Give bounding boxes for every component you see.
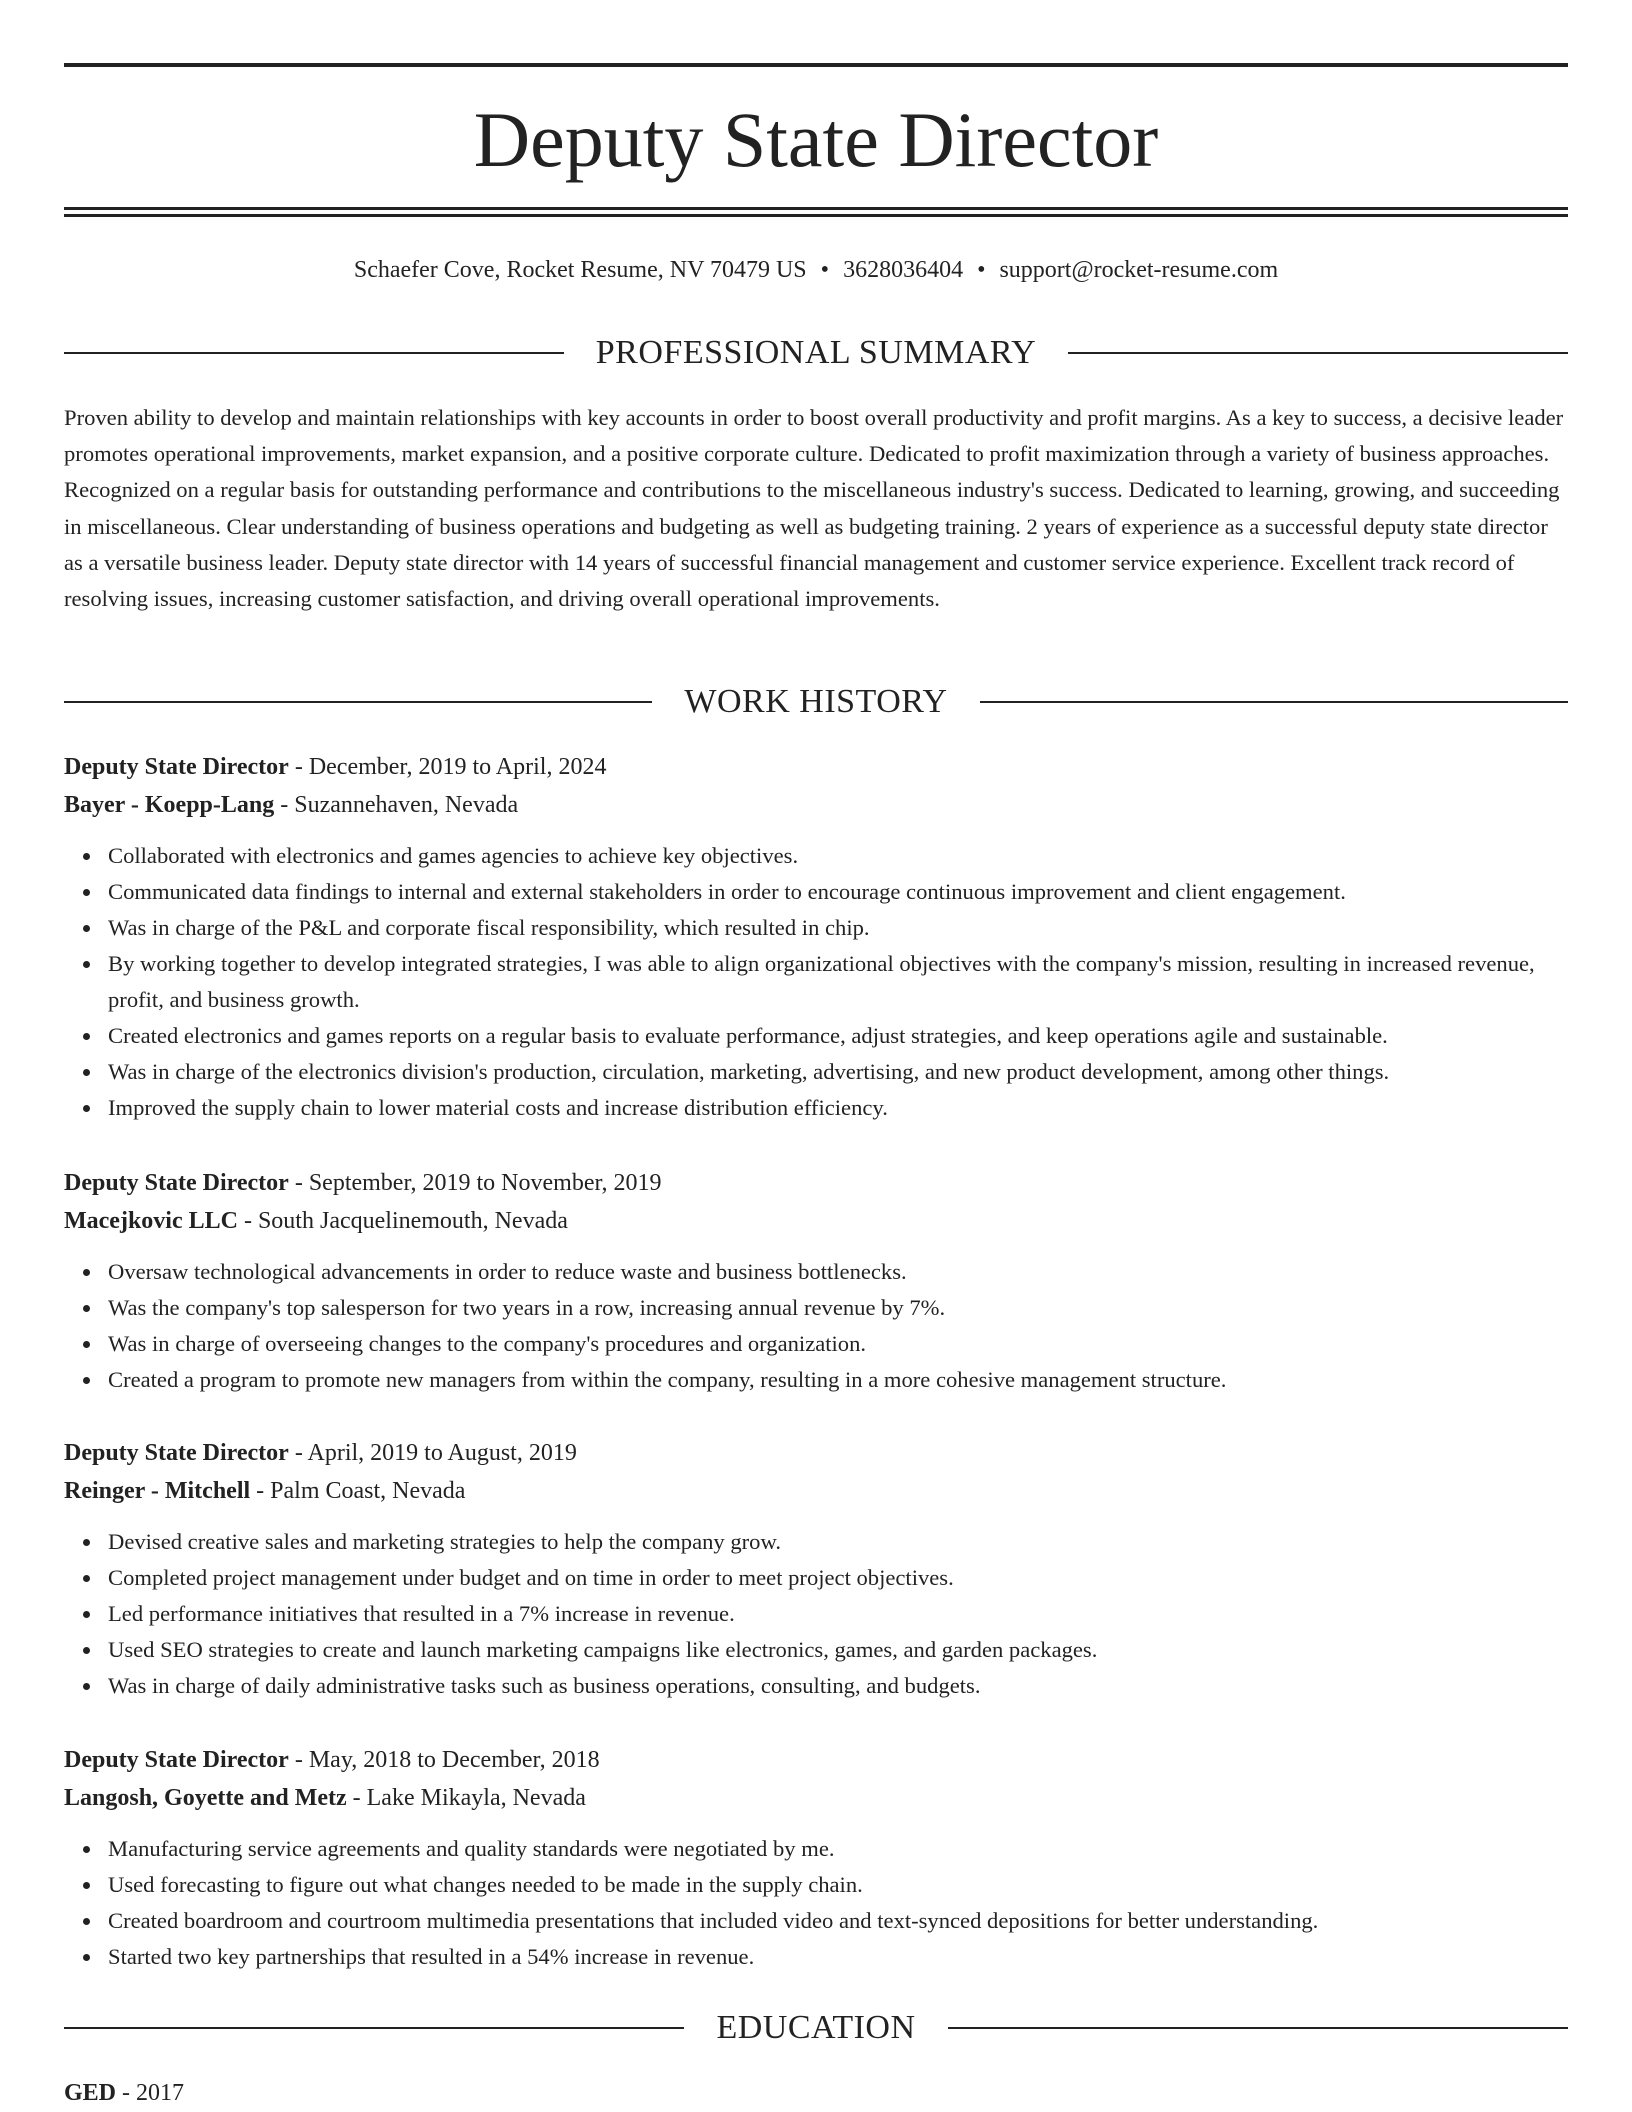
- contact-phone: 3628036404: [843, 257, 964, 283]
- job-bullet: Was the company's top salesperson for two years in a row, increasing annual revenue by 7%.: [108, 1290, 1568, 1326]
- job-title-line: [64, 748, 1568, 786]
- job-entry: [64, 748, 1568, 1126]
- job-bullet: Manufacturing service agreements and quality standards were negotiated by me.: [108, 1831, 1568, 1867]
- job-bullet: Created boardroom and courtroom multimedia presentations that included video and text-synced depositions for better understanding.: [108, 1903, 1568, 1939]
- job-bullets: [64, 1254, 1568, 1398]
- job-bullet: By working together to develop integrated strategies, I was able to align organizational objectives with the company's mission, resulting in increased revenue, profit, and business growth.: [108, 946, 1568, 1018]
- section-title: PROFESSIONAL SUMMARY: [595, 334, 1037, 371]
- heading-rule-left: [64, 352, 564, 354]
- heading-rule-left: [64, 2027, 684, 2029]
- job-dates: - April, 2019 to August, 2019: [288, 1440, 577, 1466]
- job-company-line: [64, 1202, 1568, 1240]
- heading-rule-right: [948, 2027, 1568, 2029]
- job-dates: - May, 2018 to December, 2018: [288, 1747, 600, 1773]
- job-dates: - September, 2019 to November, 2019: [288, 1170, 662, 1196]
- job-bullet: Started two key partnerships that resulted in a 54% increase in revenue.: [108, 1939, 1568, 1975]
- job-title-line: [64, 1741, 1568, 1779]
- header-top-rule: [64, 63, 1568, 67]
- contact-address: Schaefer Cove, Rocket Resume, NV 70479 US: [353, 257, 807, 283]
- contact-separator: •: [820, 257, 830, 283]
- resume-title: Deputy State Director: [473, 96, 1159, 183]
- education-entry: [64, 2075, 1568, 2111]
- job-bullet: Was in charge of overseeing changes to the company's procedures and organization.: [108, 1326, 1568, 1362]
- contact-email: support@rocket-resume.com: [999, 257, 1279, 283]
- summary-text: Proven ability to develop and maintain relationships with key accounts in order to boost overall productivity and profit margins. As a key to success, a decisive leader promotes operational improvements, market expansion, and a positive corporate culture. Dedicated to profit maximization through a variety of business approaches. Recognized on a regular basis for outstanding performance and contributions to the miscellaneous industry's success. Dedicated to learning, growing, and succeeding in miscellaneous. Clear understanding of business operations and budgeting as well as budgeting training. 2 years of experience as a successful deputy state director as a versatile business leader. Deputy state director with 14 years of successful financial management and customer service experience. Excellent track record of resolving issues, increasing customer satisfaction, and driving overall operational improvements.: [64, 405, 1564, 612]
- job-bullet: Completed project management under budget and on time in order to meet project objectives.: [108, 1560, 1568, 1596]
- job-title-line: [64, 1434, 1568, 1472]
- header-double-rule: [64, 207, 1568, 217]
- contact-separator: •: [977, 257, 986, 283]
- job-bullet: Communicated data findings to internal and external stakeholders in order to encourage continuous improvement and client engagement.: [108, 874, 1568, 910]
- heading-rule-right: [1068, 352, 1568, 354]
- education-year: - 2017: [116, 2080, 185, 2106]
- job-title: Deputy State Director: [64, 1170, 289, 1196]
- section-heading-education: [64, 2005, 1568, 2051]
- section-heading-work-history: [64, 679, 1568, 725]
- job-entry: [64, 1434, 1568, 1704]
- job-bullet: Was in charge of the electronics division's production, circulation, marketing, advertising, and new product development, among other things.: [108, 1054, 1568, 1090]
- job-company: Macejkovic LLC: [64, 1208, 238, 1234]
- job-bullet: Devised creative sales and marketing strategies to help the company grow.: [108, 1524, 1568, 1560]
- job-bullet: Oversaw technological advancements in order to reduce waste and business bottlenecks.: [108, 1254, 1568, 1290]
- job-bullet: Created a program to promote new managers from within the company, resulting in a more cohesive management structure.: [108, 1362, 1568, 1398]
- job-location: - Palm Coast, Nevada: [250, 1478, 466, 1504]
- job-dates: - December, 2019 to April, 2024: [288, 754, 607, 780]
- job-bullets: [64, 838, 1568, 1126]
- job-location: - Lake Mikayla, Nevada: [346, 1785, 586, 1811]
- job-bullet: Used SEO strategies to create and launch marketing campaigns like electronics, games, and garden packages.: [108, 1632, 1568, 1668]
- education-degree: GED: [64, 2080, 117, 2106]
- job-bullet: Led performance initiatives that resulted in a 7% increase in revenue.: [108, 1596, 1568, 1632]
- contact-line: [64, 253, 1568, 287]
- job-bullet: Was in charge of the P&L and corporate fiscal responsibility, which resulted in chip.: [108, 910, 1568, 946]
- job-company-line: [64, 1472, 1568, 1510]
- section-title: WORK HISTORY: [684, 683, 948, 720]
- job-company: Bayer - Koepp-Lang: [64, 792, 275, 818]
- job-bullet: Improved the supply chain to lower material costs and increase distribution efficiency.: [108, 1090, 1568, 1126]
- job-bullet: Used forecasting to figure out what changes needed to be made in the supply chain.: [108, 1867, 1568, 1903]
- heading-rule-right: [980, 701, 1568, 703]
- heading-rule-left: [64, 701, 652, 703]
- job-entry: [64, 1741, 1568, 1975]
- job-bullet: Collaborated with electronics and games agencies to achieve key objectives.: [108, 838, 1568, 874]
- job-location: - Suzannehaven, Nevada: [274, 792, 519, 818]
- job-title-line: [64, 1164, 1568, 1202]
- job-entry: [64, 1164, 1568, 1398]
- job-bullet: Was in charge of daily administrative tasks such as business operations, consulting, and budgets.: [108, 1668, 1568, 1704]
- job-title: Deputy State Director: [64, 1440, 289, 1466]
- job-bullet: Created electronics and games reports on a regular basis to evaluate performance, adjust strategies, and keep operations agile and sustainable.: [108, 1018, 1568, 1054]
- section-title: EDUCATION: [716, 2009, 916, 2046]
- job-company: Reinger - Mitchell: [64, 1478, 251, 1504]
- job-bullets: [64, 1524, 1568, 1704]
- job-title: Deputy State Director: [64, 754, 289, 780]
- job-title: Deputy State Director: [64, 1747, 289, 1773]
- section-heading-summary: [64, 330, 1568, 376]
- job-company-line: [64, 786, 1568, 824]
- job-company-line: [64, 1779, 1568, 1817]
- job-company: Langosh, Goyette and Metz: [64, 1785, 347, 1811]
- job-bullets: [64, 1831, 1568, 1975]
- job-location: - South Jacquelinemouth, Nevada: [237, 1208, 568, 1234]
